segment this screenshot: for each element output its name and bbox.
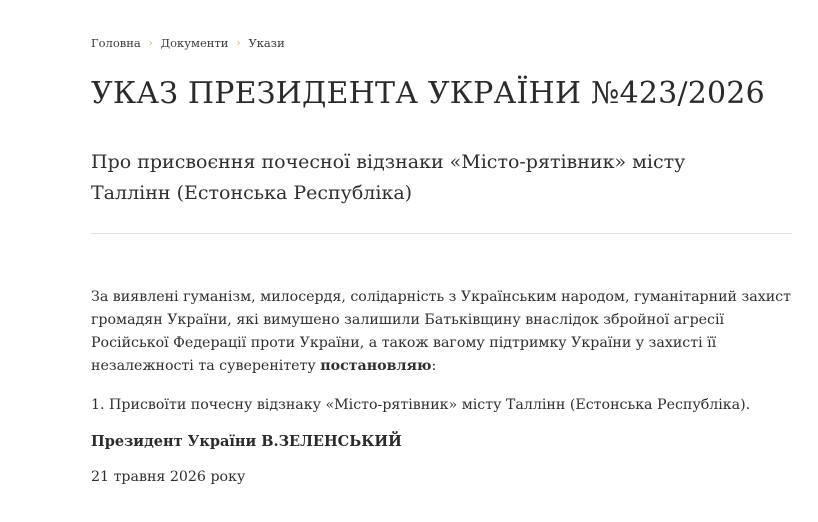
page-subtitle: Про присвоєння почесної відзнаки «Місто-рятівник» місту Таллінн (Естонська Республіка) bbox=[91, 151, 686, 204]
breadcrumb-home-link[interactable]: Головна bbox=[91, 36, 141, 50]
breadcrumb-documents-link[interactable]: Документи bbox=[160, 36, 229, 50]
page-title: УКАЗ ПРЕЗИДЕНТА УКРАЇНИ №423/2026 bbox=[91, 76, 765, 111]
decree-date: 21 травня 2026 року bbox=[91, 469, 246, 485]
breadcrumb bbox=[91, 36, 285, 50]
chevron-right-icon: › bbox=[148, 37, 153, 49]
decision-suffix: : bbox=[431, 358, 437, 374]
preamble-text: За виявлені гуманізм, милосердя, солідарність з Українським народом, гуманітарний захист громадян України, які вимушено залишили Батьківщину внаслідок збройної агресії Російської Федерації проти України, а також вагому підтримку України у захисті її незалежності та суверенітету bbox=[91, 289, 791, 374]
signature: Президент України В.ЗЕЛЕНСЬКИЙ bbox=[91, 433, 402, 450]
decision-word: постановляю bbox=[320, 358, 432, 374]
divider bbox=[91, 233, 792, 234]
preamble-paragraph bbox=[91, 286, 796, 378]
breadcrumb-decrees-link[interactable]: Укази bbox=[248, 36, 285, 50]
decree-item: 1. Присвоїти почесну відзнаку «Місто-рятівник» місту Таллінн (Естонська Республіка). bbox=[91, 397, 751, 413]
chevron-right-icon: › bbox=[236, 37, 241, 49]
